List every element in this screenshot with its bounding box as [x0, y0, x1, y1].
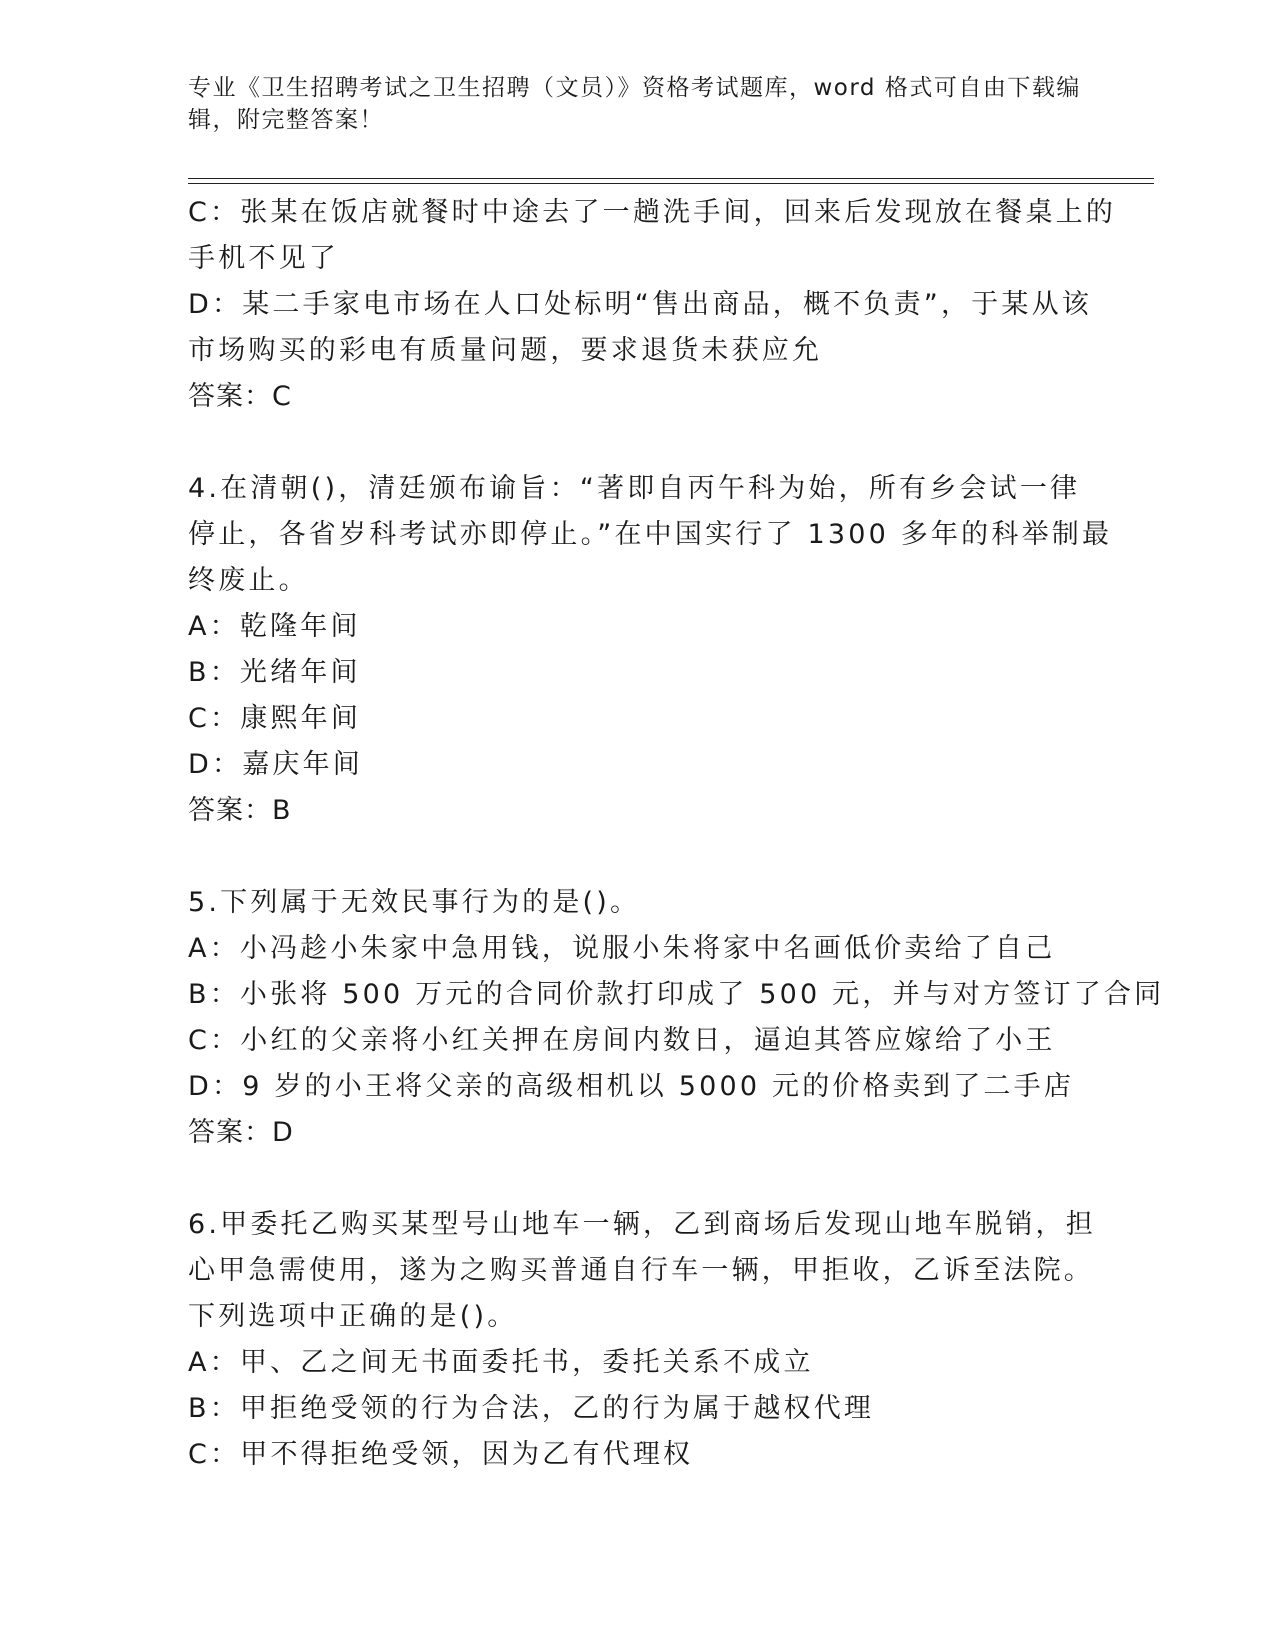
question-3-continued [188, 190, 1117, 420]
q3-option-d-line-1: D：某二手家电市场在人口处标明“售出商品，概不负责”，于某从该 [188, 289, 1092, 320]
question-4 [188, 466, 1113, 834]
q5-option-a: A：小冯趁小朱家中急用钱，说服小朱将家中名画低价卖给了自己 [188, 933, 1056, 964]
q5-option-d: D：9 岁的小王将父亲的高级相机以 5000 元的价格卖到了二手店 [188, 1071, 1075, 1102]
spacer [188, 1156, 1088, 1202]
q4-answer: 答案：B [188, 795, 292, 826]
q5-answer: 答案：D [188, 1117, 294, 1148]
q5-option-c: C：小红的父亲将小红关押在房间内数日，逼迫其答应嫁给了小王 [188, 1025, 1056, 1056]
q4-option-c: C：康熙年间 [188, 703, 362, 734]
q5-stem-line-1: 5.下列属于无效民事行为的是()。 [188, 887, 641, 918]
q3-answer: 答案：C [188, 381, 292, 412]
spacer [188, 834, 1088, 880]
page-header [188, 72, 1108, 136]
q6-stem-line-1: 6.甲委托乙购买某型号山地车一辆，乙到商场后发现山地车脱销，担 [188, 1209, 1096, 1240]
header-divider [188, 178, 1154, 184]
q4-option-a: A：乾隆年间 [188, 611, 361, 642]
q4-stem-line-1: 4.在清朝()，清廷颁布谕旨：“著即自丙午科为始，所有乡会试一律 [188, 473, 1081, 504]
q6-stem-line-3: 下列选项中正确的是()。 [188, 1301, 518, 1332]
q6-option-a: A：甲、乙之间无书面委托书，委托关系不成立 [188, 1347, 814, 1378]
q4-option-b: B：光绪年间 [188, 657, 361, 688]
question-6 [188, 1202, 1096, 1478]
q6-stem-line-2: 心甲急需使用，遂为之购买普通自行车一辆，甲拒收，乙诉至法院。 [188, 1255, 1094, 1286]
q3-option-c-line-2: 手机不见了 [188, 243, 339, 274]
q4-stem-line-3: 终废止。 [188, 565, 309, 596]
q6-option-c: C：甲不得拒绝受领，因为乙有代理权 [188, 1439, 694, 1470]
q3-option-d-line-2: 市场购买的彩电有质量问题，要求退货未获应允 [188, 335, 823, 366]
header-text: 专业《卫生招聘考试之卫生招聘（文员）》资格考试题库，word 格式可自由下载编辑，附完整答案！ [188, 75, 1081, 133]
q5-option-b: B：小张将 500 万元的合同价款打印成了 500 元，并与对方签订了合同 [188, 979, 1165, 1010]
spacer [188, 420, 1088, 466]
q4-option-d: D：嘉庆年间 [188, 749, 363, 780]
question-5 [188, 880, 1165, 1156]
q3-option-c-line-1: C：张某在饭店就餐时中途去了一趟洗手间，回来后发现放在餐桌上的 [188, 197, 1117, 228]
q6-option-b: B：甲拒绝受领的行为合法，乙的行为属于越权代理 [188, 1393, 875, 1424]
question-content [188, 190, 1165, 1478]
q4-stem-line-2: 停止，各省岁科考试亦即停止。”在中国实行了 1300 多年的科举制最 [188, 519, 1113, 550]
